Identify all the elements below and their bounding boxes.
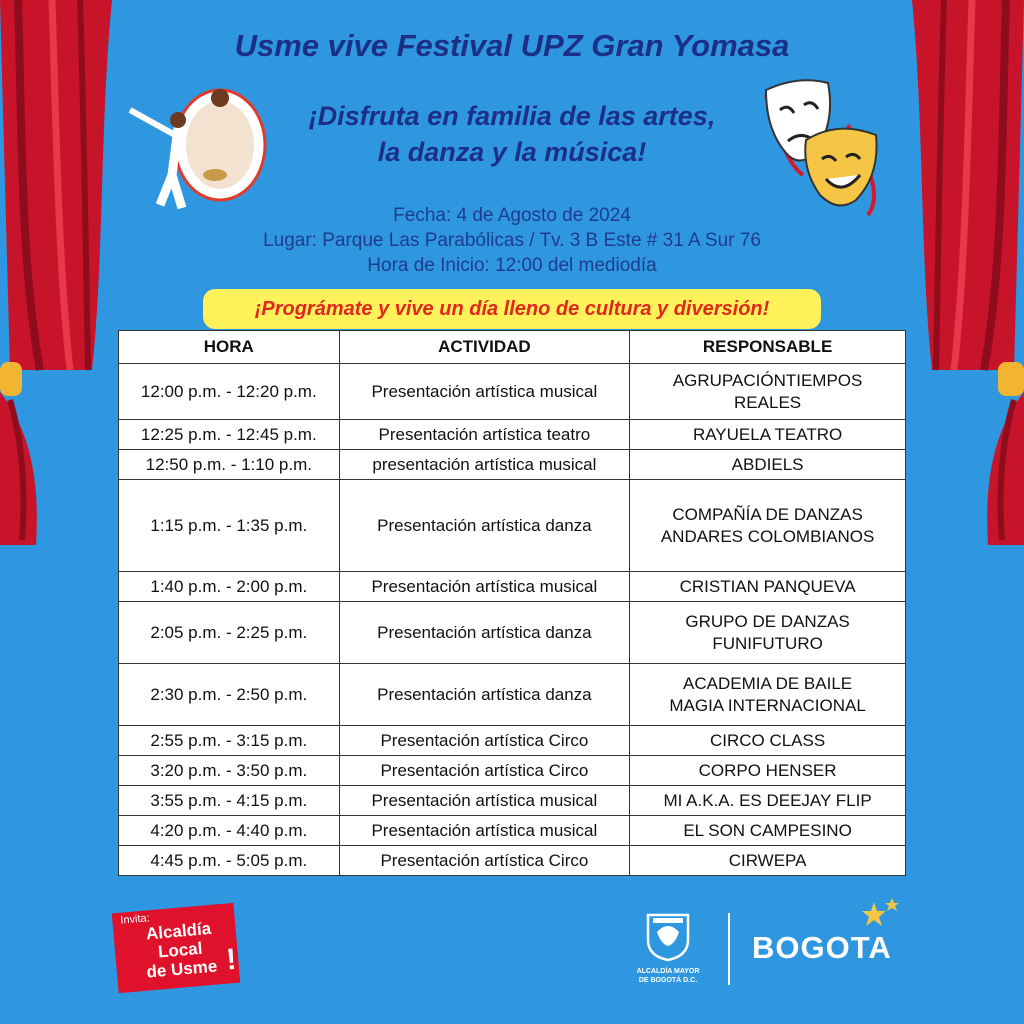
- table-row: [119, 572, 906, 602]
- responsable-line-1: GRUPO DE DANZAS: [685, 611, 850, 631]
- subtitle-line-2: la danza y la música!: [377, 137, 647, 167]
- table-row: [119, 756, 906, 786]
- cell-responsable: [630, 816, 906, 846]
- cell-hora: 1:40 p.m. - 2:00 p.m.: [119, 572, 340, 602]
- table-row: [119, 786, 906, 816]
- table-row: [119, 816, 906, 846]
- event-date: Fecha: 4 de Agosto de 2024: [393, 205, 631, 226]
- coat-of-arms-icon: [645, 912, 691, 962]
- cell-actividad: Presentación artística danza: [339, 664, 630, 726]
- right-curtain: [904, 0, 1024, 1024]
- invita-name: [123, 917, 238, 983]
- exclamation-icon: !: [224, 942, 238, 977]
- cell-hora: 1:15 p.m. - 1:35 p.m.: [119, 480, 340, 572]
- stars-icon: [860, 898, 900, 934]
- page-title: Usme vive Festival UPZ Gran Yomasa: [234, 28, 790, 63]
- responsable-line-2: REALES: [734, 392, 802, 412]
- responsable-line-1: ACADEMIA DE BAILE: [683, 673, 853, 693]
- subtitle: [200, 98, 824, 170]
- table-row: [119, 664, 906, 726]
- responsable-line-1: MI A.K.A. ES DEEJAY FLIP: [663, 790, 872, 810]
- cell-hora: 12:25 p.m. - 12:45 p.m.: [119, 420, 340, 450]
- cell-responsable: [630, 786, 906, 816]
- event-info: [200, 203, 824, 278]
- cell-responsable: [630, 664, 906, 726]
- responsable-line-1: CIRCO CLASS: [709, 730, 826, 750]
- callout-banner: ¡Prográmate y vive un día lleno de cultura y diversión!: [203, 289, 821, 329]
- column-header-hora: HORA: [119, 331, 340, 364]
- cell-responsable: [630, 846, 906, 876]
- table-row: [119, 420, 906, 450]
- cell-responsable: [630, 726, 906, 756]
- cell-actividad: Presentación artística Circo: [339, 756, 630, 786]
- schedule-table: [118, 330, 906, 876]
- cell-actividad: Presentación artística musical: [339, 364, 630, 420]
- invita-line-3: de Usme: [145, 956, 218, 982]
- cell-responsable: [630, 756, 906, 786]
- responsable-line-2: FUNIFUTURO: [712, 633, 823, 653]
- cell-actividad: Presentación artística musical: [339, 786, 630, 816]
- invita-line-2: Local: [157, 938, 204, 962]
- column-header-responsable: RESPONSABLE: [630, 331, 906, 364]
- cell-actividad: Presentación artística musical: [339, 816, 630, 846]
- responsable-line-1: AGRUPACIÓNTIEMPOS: [672, 370, 863, 390]
- alcaldia-line-2: DE BOGOTÁ D.C.: [638, 977, 698, 984]
- cell-responsable: [630, 480, 906, 572]
- cell-hora: 3:55 p.m. - 4:15 p.m.: [119, 786, 340, 816]
- cell-responsable: [630, 602, 906, 664]
- cell-responsable: [630, 364, 906, 420]
- alcaldia-mayor-logo: [618, 912, 718, 985]
- cell-hora: 12:50 p.m. - 1:10 p.m.: [119, 450, 340, 480]
- table-row: [119, 450, 906, 480]
- cell-hora: 4:45 p.m. - 5:05 p.m.: [119, 846, 340, 876]
- cell-hora: 12:00 p.m. - 12:20 p.m.: [119, 364, 340, 420]
- bogota-logo-text: BOGOTA: [752, 930, 892, 965]
- responsable-line-1: ABDIELS: [731, 454, 804, 474]
- subtitle-line-1: ¡Disfruta en familia de las artes,: [308, 101, 716, 131]
- table-row: [119, 364, 906, 420]
- invita-label: Invita:: [119, 912, 151, 927]
- responsable-line-1: COMPAÑÍA DE DANZAS: [672, 504, 863, 524]
- cell-actividad: Presentación artística Circo: [339, 846, 630, 876]
- alcaldia-local-usme-logo: [112, 903, 241, 993]
- footer-divider: [728, 913, 730, 985]
- responsable-line-2: ANDARES COLOMBIANOS: [660, 526, 875, 546]
- cell-actividad: Presentación artística danza: [339, 602, 630, 664]
- invita-line-1: Alcaldía: [145, 918, 212, 944]
- cell-hora: 3:20 p.m. - 3:50 p.m.: [119, 756, 340, 786]
- event-start-time: Hora de Inicio: 12:00 del mediodía: [367, 255, 657, 276]
- cell-hora: 4:20 p.m. - 4:40 p.m.: [119, 816, 340, 846]
- cell-actividad: Presentación artística teatro: [339, 420, 630, 450]
- table-row: [119, 602, 906, 664]
- cell-hora: 2:05 p.m. - 2:25 p.m.: [119, 602, 340, 664]
- column-header-actividad: ACTIVIDAD: [339, 331, 630, 364]
- cell-actividad: presentación artística musical: [339, 450, 630, 480]
- cell-actividad: Presentación artística danza: [339, 480, 630, 572]
- responsable-line-1: CIRWEPA: [728, 850, 807, 870]
- event-place: Lugar: Parque Las Parabólicas / Tv. 3 B Este # 31 A Sur 76: [263, 230, 761, 251]
- cell-hora: 2:55 p.m. - 3:15 p.m.: [119, 726, 340, 756]
- responsable-line-1: CRISTIAN PANQUEVA: [679, 576, 856, 596]
- cell-hora: 2:30 p.m. - 2:50 p.m.: [119, 664, 340, 726]
- cell-responsable: [630, 420, 906, 450]
- responsable-line-2: MAGIA INTERNACIONAL: [669, 695, 866, 715]
- table-row: [119, 726, 906, 756]
- table-row: [119, 846, 906, 876]
- responsable-line-1: RAYUELA TEATRO: [692, 424, 843, 444]
- table-header-row: [119, 331, 906, 364]
- cell-responsable: [630, 572, 906, 602]
- table-row: [119, 480, 906, 572]
- cell-actividad: Presentación artística Circo: [339, 726, 630, 756]
- left-curtain: [0, 0, 120, 1024]
- responsable-line-1: EL SON CAMPESINO: [683, 820, 852, 840]
- cell-responsable: [630, 450, 906, 480]
- cell-actividad: Presentación artística musical: [339, 572, 630, 602]
- alcaldia-line-1: ALCALDÍA MAYOR: [636, 968, 700, 975]
- responsable-line-1: CORPO HENSER: [698, 760, 837, 780]
